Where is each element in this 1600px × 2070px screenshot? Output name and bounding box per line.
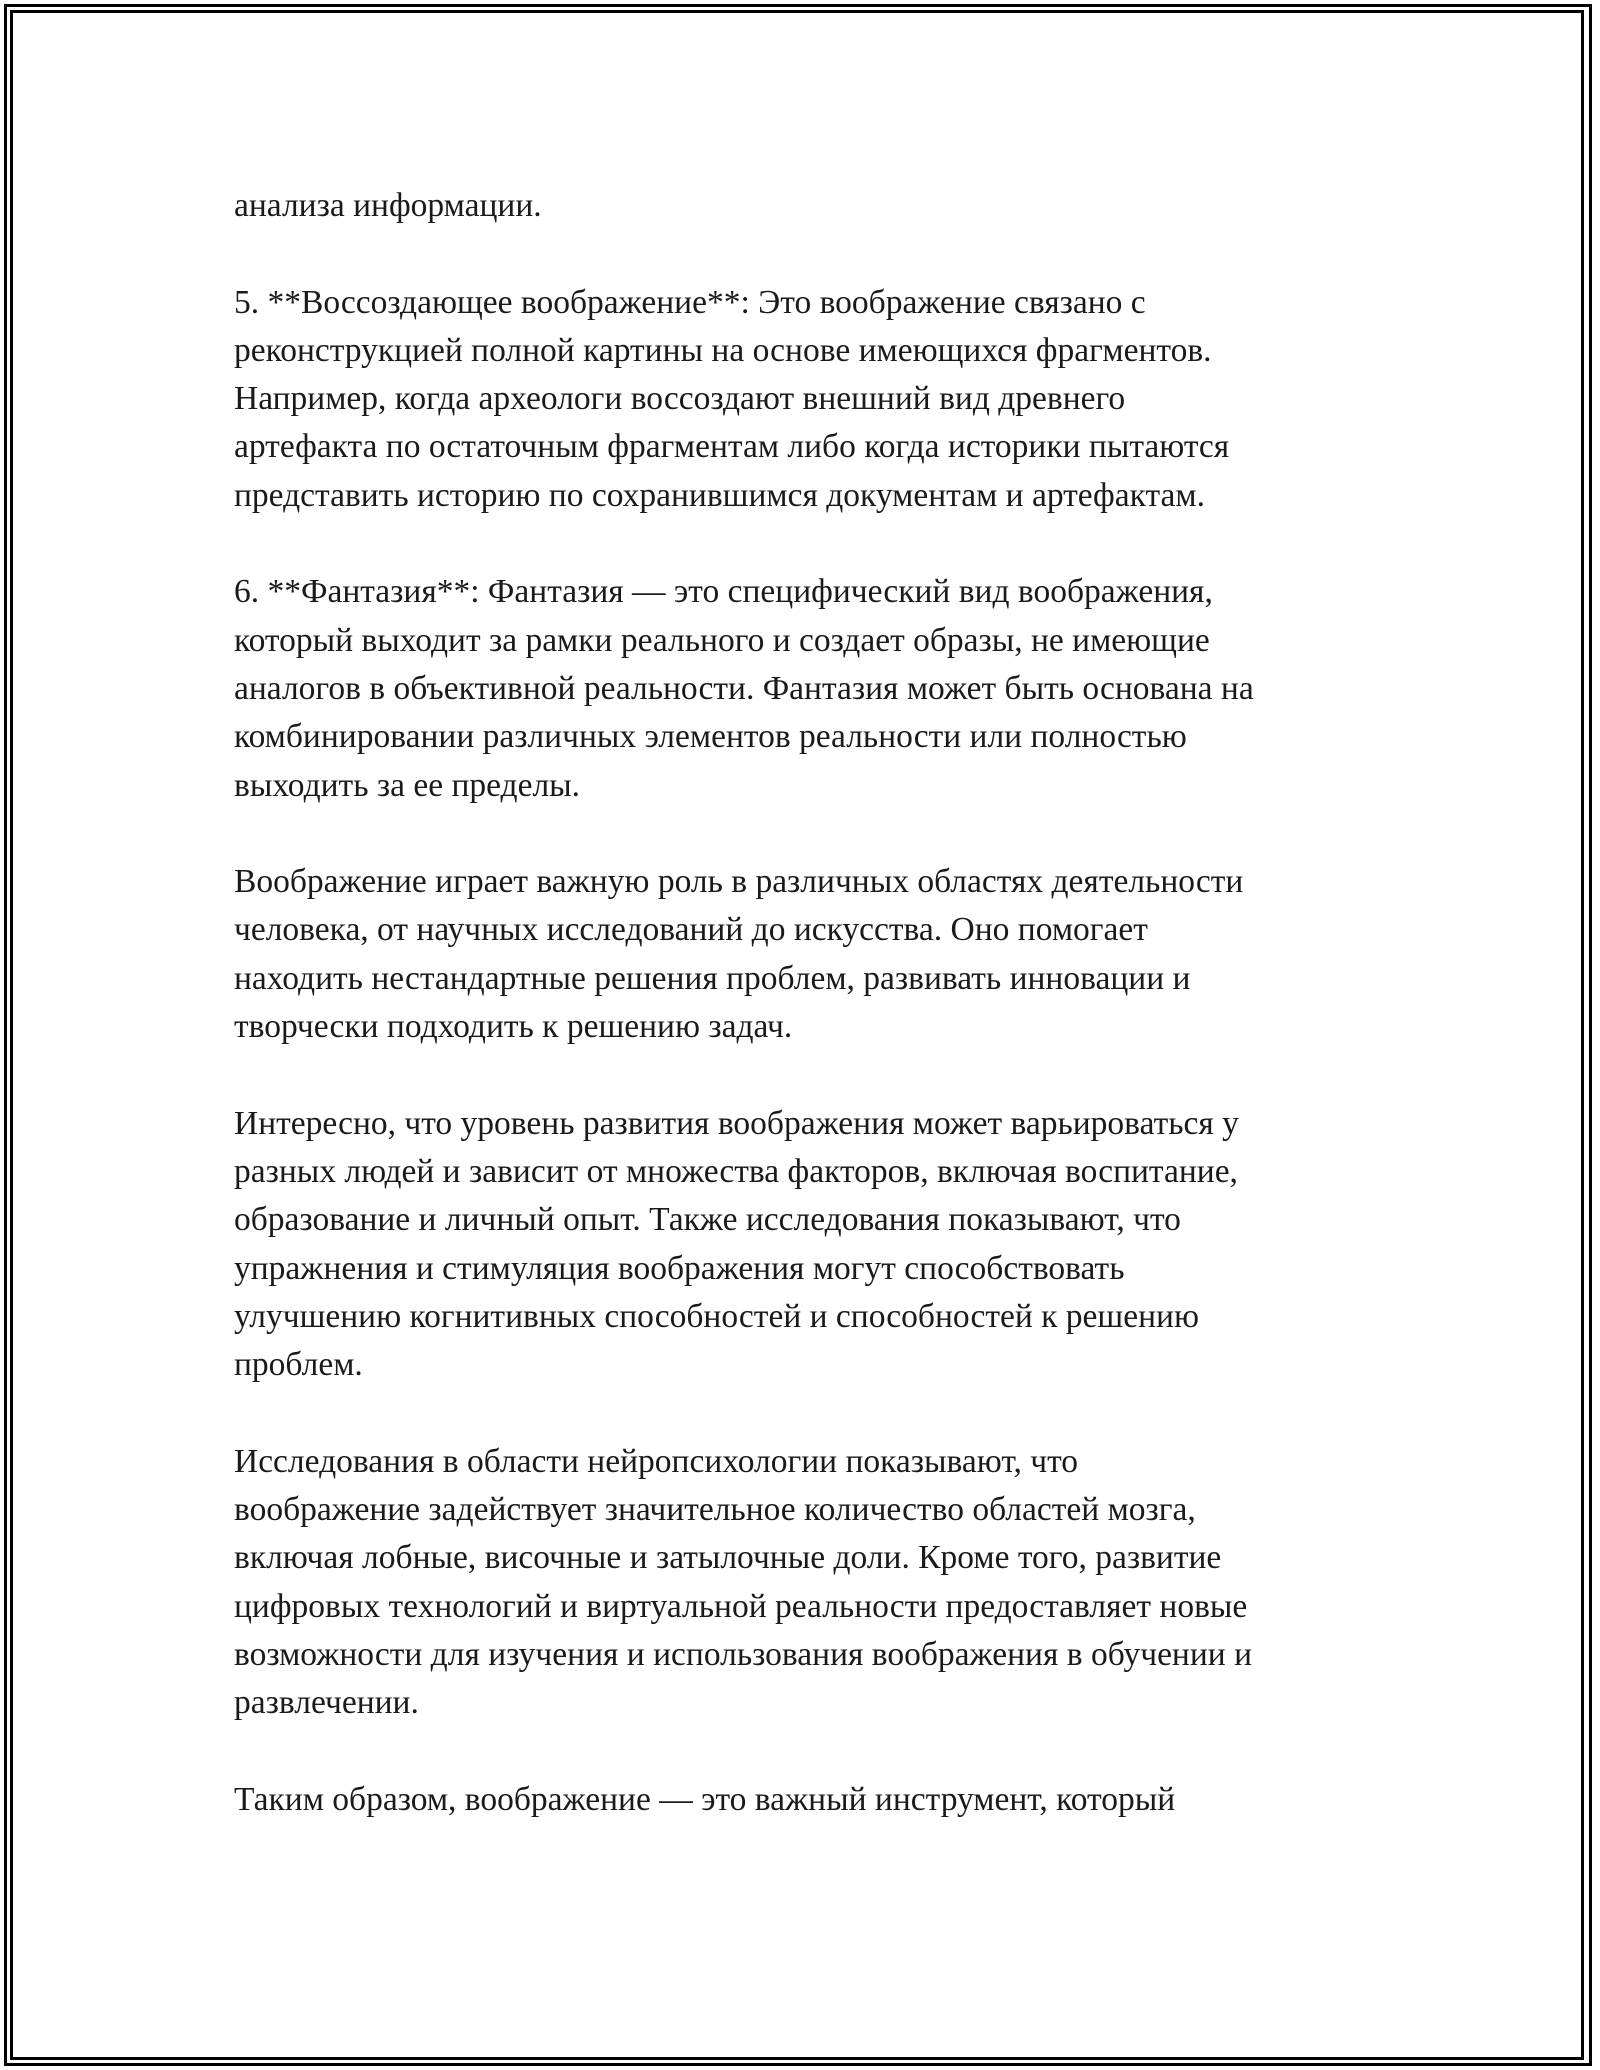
text-line: выходить за ее пределы. <box>234 766 581 804</box>
paragraph-6 <box>234 1438 1374 1728</box>
text-line: анализа информации. <box>234 187 542 224</box>
paragraph-1 <box>234 182 1374 230</box>
paragraph-4 <box>234 858 1374 1051</box>
text-line: воображение задействует значительное количество областей мозга, <box>234 1491 1196 1529</box>
text-line: представить историю по сохранившимся документам и артефактам. <box>234 476 1205 514</box>
paragraph-gap <box>234 230 1374 278</box>
paragraph-3 <box>234 568 1374 809</box>
text-line: 6. **Фантазия**: Фантазия — это специфический вид воображения, <box>234 573 1213 611</box>
paragraph-gap <box>234 1728 1374 1776</box>
text-line: реконструкцией полной картины на основе имеющихся фрагментов. <box>234 331 1212 369</box>
paragraph-gap <box>234 520 1374 568</box>
text-line: разных людей и зависит от множества факторов, включая воспитание, <box>234 1152 1238 1190</box>
text-line: комбинировании различных элементов реальности или полностью <box>234 718 1187 756</box>
paragraph-2 <box>234 279 1374 520</box>
text-line: Например, когда археологи воссоздают внешний вид древнего <box>234 380 1126 418</box>
text-line: возможности для изучения и использования воображения в обучении и <box>234 1635 1253 1673</box>
text-line: Исследования в области нейропсихологии показывают, что <box>234 1442 1079 1480</box>
text-line: который выходит за рамки реального и создает образы, не имеющие <box>234 621 1210 659</box>
text-line: 5. **Воссоздающее воображение**: Это воображение связано с <box>234 283 1146 321</box>
text-line: упражнения и стимуляция воображения могут способствовать <box>234 1249 1125 1287</box>
paragraph-gap <box>234 810 1374 858</box>
text-line: аналогов в объективной реальности. Фантазия может быть основана на <box>234 669 1254 707</box>
text-line: улучшению когнитивных способностей и способностей к решению <box>234 1297 1199 1335</box>
text-line: артефакта по остаточным фрагментам либо когда историки пытаются <box>234 428 1230 466</box>
text-line: развлечении. <box>234 1684 419 1722</box>
text-line: включая лобные, височные и затылочные доли. Кроме того, развитие <box>234 1539 1222 1577</box>
paragraph-5 <box>234 1100 1374 1390</box>
text-line: находить нестандартные решения проблем, развивать инновации и <box>234 959 1191 997</box>
text-line: образование и личный опыт. Также исследования показывают, что <box>234 1201 1181 1239</box>
text-line: творчески подходить к решению задач. <box>234 1008 793 1046</box>
text-line: проблем. <box>234 1346 363 1384</box>
text-line: цифровых технологий и виртуальной реальности предоставляет новые <box>234 1587 1248 1625</box>
paragraph-gap <box>234 1051 1374 1099</box>
paragraph-gap <box>234 1389 1374 1437</box>
text-line: Таким образом, воображение — это важный инструмент, который <box>234 1780 1176 1818</box>
text-line: Интересно, что уровень развития воображения может варьироваться у <box>234 1104 1239 1142</box>
paragraph-7 <box>234 1776 1374 1824</box>
text-line: Воображение играет важную роль в различных областях деятельности <box>234 863 1244 901</box>
document-body <box>234 182 1374 1824</box>
text-line: человека, от научных исследований до искусства. Оно помогает <box>234 911 1148 949</box>
